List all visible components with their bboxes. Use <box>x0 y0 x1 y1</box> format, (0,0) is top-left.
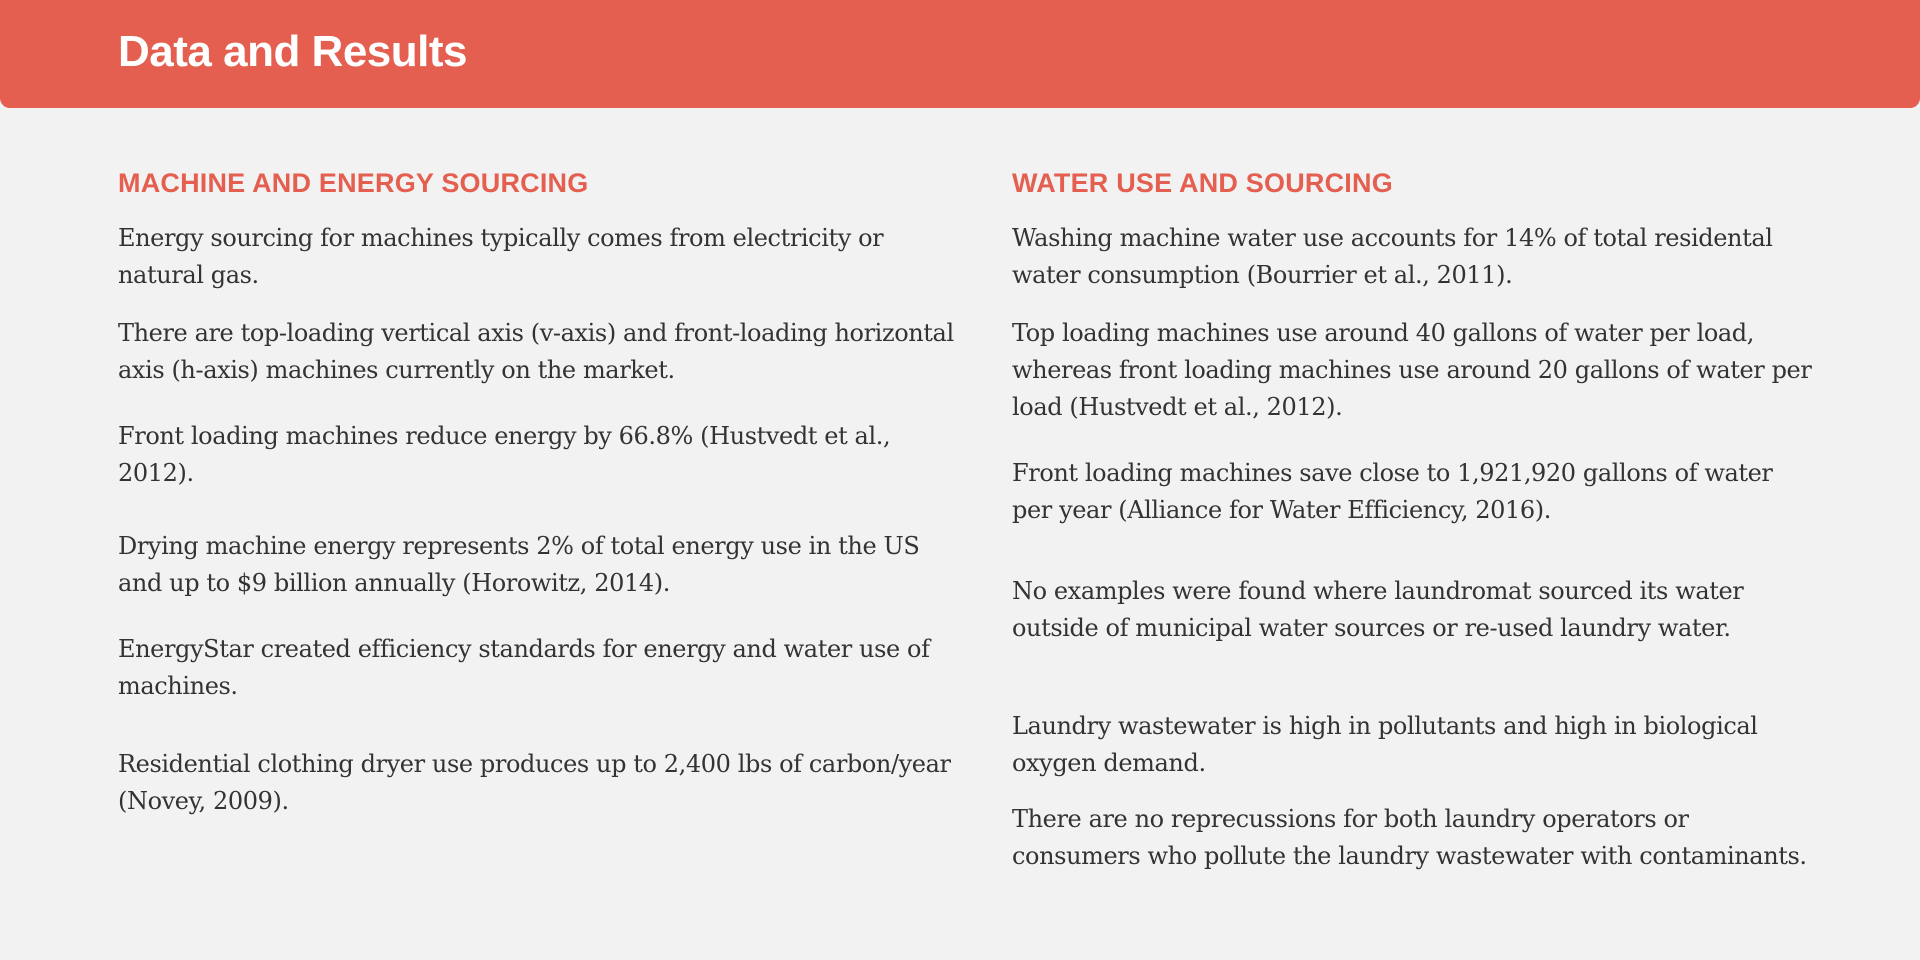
paragraph: Top loading machines use around 40 gallons of water per load, whereas front loading machines use around 20 gallons of water per load (Hustvedt et al., 2012). <box>1012 319 1812 421</box>
paragraph: Energy sourcing for machines typically comes from electricity or natural gas. <box>118 224 884 289</box>
paragraph: Washing machine water use accounts for 14% of total residental water consumption (Bourrier et al., 2011). <box>1012 224 1773 289</box>
paragraph: EnergyStar created efficiency standards for energy and water use of machines. <box>118 635 930 700</box>
paragraph: Laundry wastewater is high in pollutants and high in biological oxygen demand. <box>1012 712 1758 777</box>
page-title: Data and Results <box>118 27 467 76</box>
paragraph: Front loading machines save close to 1,921,920 gallons of water per year (Alliance for Water Efficiency, 2016). <box>1012 459 1773 524</box>
section-heading-water-use: WATER USE AND SOURCING <box>1012 168 1393 198</box>
paragraph: No examples were found where laundromat sourced its water outside of municipal water sources or re-used laundry water. <box>1012 577 1744 642</box>
paragraph: There are no reprecussions for both laundry operators or consumers who pollute the laundry wastewater with contaminants. <box>1012 805 1807 870</box>
paragraph: There are top-loading vertical axis (v-axis) and front-loading horizontal axis (h-axis) machines currently on the market. <box>118 319 954 384</box>
paragraph: Drying machine energy represents 2% of total energy use in the US and up to $9 billion annually (Horowitz, 2014). <box>118 532 920 597</box>
paragraph: Front loading machines reduce energy by 66.8% (Hustvedt et al., 2012). <box>118 422 891 487</box>
machine-energy-section <box>118 163 958 815</box>
section-heading-machine-energy: MACHINE AND ENERGY SOURCING <box>118 168 589 198</box>
water-use-section <box>1012 163 1812 870</box>
paragraph: Residential clothing dryer use produces up to 2,400 lbs of carbon/year (Novey, 2009). <box>118 750 951 815</box>
header-banner <box>0 0 1920 108</box>
